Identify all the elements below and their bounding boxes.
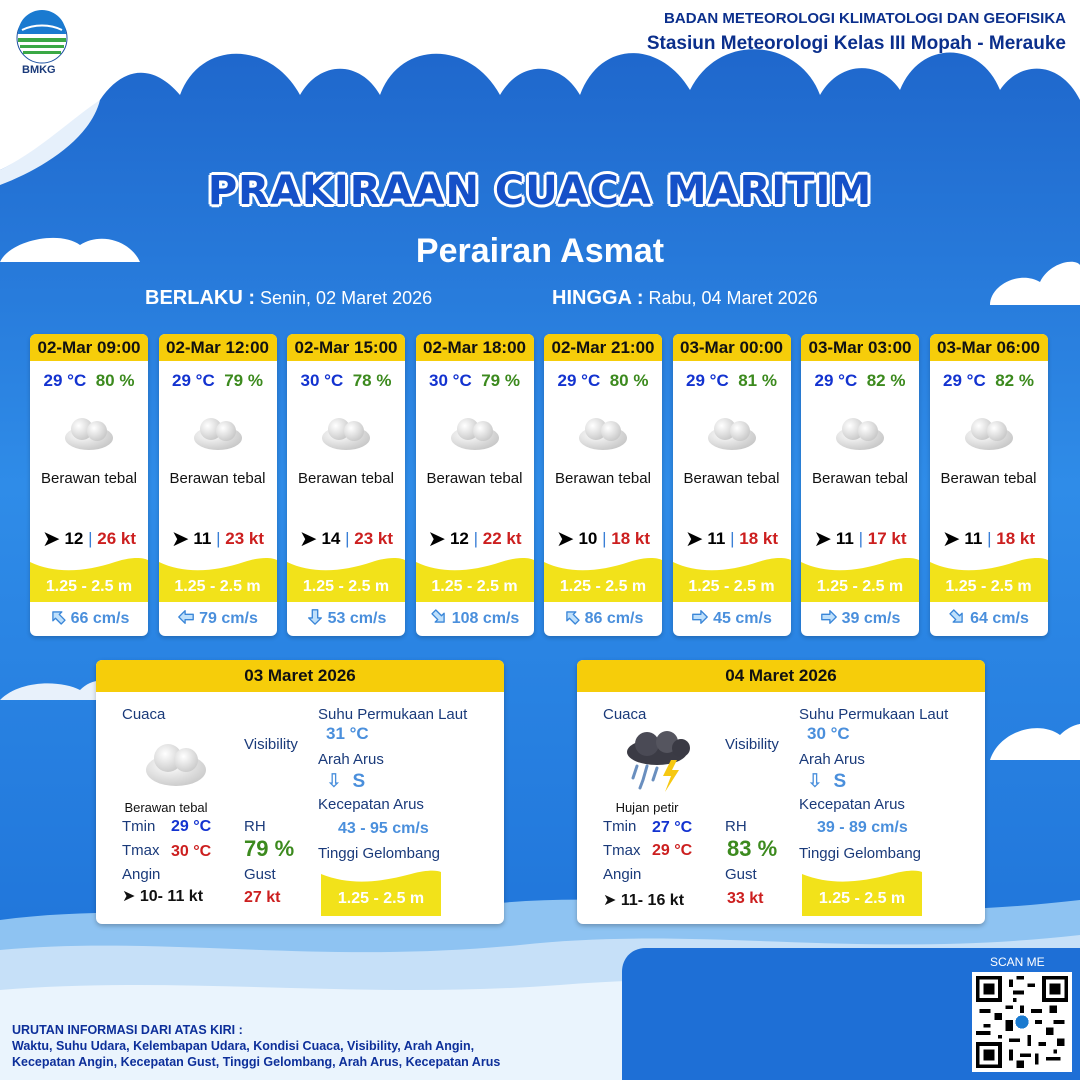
humidity: 79 % xyxy=(481,371,520,390)
daily-date: 03 Maret 2026 xyxy=(96,660,504,692)
weather-label: Cuaca xyxy=(603,706,647,723)
separator: | xyxy=(982,529,997,548)
forecast-card xyxy=(287,334,405,636)
current-arrow-icon xyxy=(177,608,195,626)
air-temp: 29 °C xyxy=(814,371,858,390)
wind-label: Angin xyxy=(122,866,161,883)
gust-speed: 18 kt xyxy=(996,529,1036,548)
footer-heading: URUTAN INFORMASI DARI ATAS KIRI : xyxy=(12,1023,243,1037)
wave-height: 1.25 - 2.5 m xyxy=(945,578,1032,595)
current-dir-label: Arah Arus xyxy=(799,751,865,768)
forecast-time: 03-Mar 03:00 xyxy=(801,334,919,361)
separator: | xyxy=(83,529,98,548)
condition-text: Berawan tebal xyxy=(298,470,394,487)
wind-arrow-icon: ➤ xyxy=(684,526,704,551)
current-speed: 79 cm/s xyxy=(199,610,258,627)
air-temp: 30 °C xyxy=(300,371,344,390)
wind-arrow-icon: ➤ xyxy=(122,888,136,905)
air-temp: 29 °C xyxy=(172,371,215,390)
current-dir-text: S xyxy=(352,771,366,792)
wind-speed: 11 xyxy=(707,529,726,548)
humidity: 80 % xyxy=(609,371,649,390)
wind-speed: 11 xyxy=(964,529,983,548)
wind-arrow-icon: ➤ xyxy=(813,526,832,551)
forecast-card xyxy=(673,334,791,636)
wind-speed: 12 xyxy=(449,529,469,548)
cloud-icon xyxy=(60,410,118,452)
condition-text: Berawan tebal xyxy=(812,470,908,487)
wave-height: 1.25 - 2.5 m xyxy=(688,578,775,595)
tmin-label: Tmin xyxy=(122,818,156,835)
gust-value: 33 kt xyxy=(727,890,764,907)
footer-line-2: Kecepatan Angin, Kecepatan Gust, Tinggi Gelombang, Arah Arus, Kecepatan Arus xyxy=(12,1055,501,1069)
wind-speed: 11- 16 kt xyxy=(620,892,685,909)
wind-arrow-icon: ➤ xyxy=(427,526,446,551)
thunderstorm-icon xyxy=(617,728,697,794)
wind-speed: 10 xyxy=(578,529,598,548)
current-arrow-down-icon: ⇩ xyxy=(326,771,342,792)
separator: | xyxy=(597,529,612,548)
agency-name: BADAN METEOROLOGI KLIMATOLOGI DAN GEOFISIKA xyxy=(664,10,1066,27)
humidity: 82 % xyxy=(866,371,906,390)
current-info xyxy=(416,608,534,628)
validity-to xyxy=(552,287,818,310)
humidity: 81 % xyxy=(738,371,777,390)
separator: | xyxy=(725,529,740,548)
temp-rh xyxy=(416,371,534,391)
sst-label: Suhu Permukaan Laut xyxy=(799,706,949,723)
condition-text: Berawan tebal xyxy=(41,470,137,487)
gust-speed: 26 kt xyxy=(97,529,136,548)
wave-height: 1.25 - 2.5 m xyxy=(174,578,261,595)
validity-from-label: BERLAKU : xyxy=(145,287,255,309)
air-temp: 29 °C xyxy=(686,371,729,390)
gust-speed: 23 kt xyxy=(225,529,265,548)
wind-arrow-icon: ➤ xyxy=(603,892,617,909)
forecast-time: 03-Mar 00:00 xyxy=(673,334,791,361)
current-info xyxy=(801,608,919,628)
daily-condition: Hujan petir xyxy=(615,800,679,815)
wind-speed: 12 xyxy=(64,529,84,548)
temp-rh xyxy=(801,371,919,391)
wind-info xyxy=(159,526,277,552)
tmax-label: Tmax xyxy=(603,842,641,859)
daily-date: 04 Maret 2026 xyxy=(577,660,985,692)
wave-height: 1.25 - 2.5 m xyxy=(559,578,647,595)
wave-label: Tinggi Gelombang xyxy=(318,845,441,862)
gust-value: 27 kt xyxy=(244,889,281,906)
daily-summary-1 xyxy=(96,660,504,924)
wind-speed: 11 xyxy=(835,529,854,548)
tmin-label: Tmin xyxy=(603,818,637,835)
forecast-card xyxy=(416,334,534,636)
temp-rh xyxy=(544,371,662,391)
gust-speed: 17 kt xyxy=(867,529,907,548)
wind-info xyxy=(416,526,534,552)
wind-info xyxy=(30,526,148,552)
wind-info xyxy=(801,526,919,552)
wave-label: Tinggi Gelombang xyxy=(799,845,922,862)
wind-info xyxy=(673,526,791,552)
current-speed: 53 cm/s xyxy=(327,610,387,627)
air-temp: 29 °C xyxy=(943,371,986,390)
current-arrow-icon xyxy=(306,608,324,626)
wave-height: 1.25 - 2.5 m xyxy=(431,578,518,595)
separator: | xyxy=(468,529,483,548)
wind-value xyxy=(122,886,203,906)
condition-text: Berawan tebal xyxy=(555,470,651,487)
sst-label: Suhu Permukaan Laut xyxy=(318,706,468,723)
temp-rh xyxy=(930,371,1048,391)
current-arrow-icon xyxy=(948,608,966,626)
current-info xyxy=(159,608,277,628)
agency-header xyxy=(647,10,1066,55)
forecast-time: 02-Mar 21:00 xyxy=(544,334,662,361)
daily-summary-2 xyxy=(577,660,985,924)
humidity: 78 % xyxy=(352,371,392,390)
rh-value: 83 % xyxy=(727,836,778,861)
rh-value: 79 % xyxy=(244,836,295,861)
temp-rh xyxy=(673,371,791,391)
separator: | xyxy=(853,529,868,548)
gust-label: Gust xyxy=(244,866,276,883)
current-speed: 108 cm/s xyxy=(451,610,520,627)
current-arrow-icon xyxy=(49,608,67,626)
wind-speed: 14 xyxy=(321,529,341,548)
weather-label: Cuaca xyxy=(122,706,166,723)
air-temp: 30 °C xyxy=(429,371,472,390)
wind-info xyxy=(930,526,1048,552)
wave-value: 1.25 - 2.5 m xyxy=(818,890,906,907)
separator: | xyxy=(211,529,226,548)
gust-label: Gust xyxy=(725,866,757,883)
tmax-label: Tmax xyxy=(122,842,160,859)
validity-to-value: Rabu, 04 Maret 2026 xyxy=(648,288,818,308)
current-dir-value xyxy=(807,770,846,793)
wind-arrow-icon: ➤ xyxy=(941,526,961,551)
visibility-label: Visibility xyxy=(244,736,298,753)
humidity: 79 % xyxy=(224,371,263,390)
humidity: 82 % xyxy=(995,371,1034,390)
cloud-icon xyxy=(574,410,632,452)
cloud-icon xyxy=(703,410,761,452)
forecast-time: 03-Mar 06:00 xyxy=(930,334,1048,361)
cloud-icon xyxy=(189,410,247,452)
condition-text: Berawan tebal xyxy=(940,470,1037,487)
condition-text: Berawan tebal xyxy=(683,470,780,487)
rh-label: RH xyxy=(725,818,747,835)
wind-speed: 11 xyxy=(193,529,212,548)
current-speed-label: Kecepatan Arus xyxy=(799,796,905,813)
page-title: PRAKIRAAN CUACA MARITIM xyxy=(207,168,873,214)
current-info xyxy=(30,608,148,628)
condition-text: Berawan tebal xyxy=(426,470,523,487)
current-arrow-icon xyxy=(563,608,581,626)
cloud-icon xyxy=(446,410,504,452)
temp-rh xyxy=(30,371,148,391)
validity-to-label: HINGGA : xyxy=(552,287,644,309)
current-info xyxy=(930,608,1048,628)
footer-note xyxy=(12,1022,500,1070)
gust-speed: 18 kt xyxy=(611,529,650,548)
sst-value: 30 °C xyxy=(807,724,850,743)
gust-speed: 22 kt xyxy=(482,529,522,548)
current-speed-value: 39 - 89 cm/s xyxy=(817,819,908,836)
forecast-card xyxy=(159,334,277,636)
forecast-card xyxy=(30,334,148,636)
logo-text: BMKG xyxy=(22,64,56,76)
temp-rh xyxy=(159,371,277,391)
current-speed-label: Kecepatan Arus xyxy=(318,796,424,813)
wind-label: Angin xyxy=(603,866,642,883)
daily-condition: Berawan tebal xyxy=(124,800,208,815)
wave-height: 1.25 - 2.5 m xyxy=(45,578,133,595)
tmin-value: 29 °C xyxy=(171,818,212,835)
current-speed: 64 cm/s xyxy=(970,610,1029,627)
validity-from xyxy=(145,287,432,310)
current-arrow-icon xyxy=(691,608,709,626)
gust-speed: 18 kt xyxy=(739,529,779,548)
cloud-icon xyxy=(136,728,216,794)
wind-arrow-icon: ➤ xyxy=(170,526,190,551)
current-speed-value: 43 - 95 cm/s xyxy=(338,820,429,837)
current-dir-text: S xyxy=(833,771,847,792)
wind-arrow-icon: ➤ xyxy=(42,526,61,551)
wind-value xyxy=(603,890,684,910)
forecast-time: 02-Mar 15:00 xyxy=(287,334,405,361)
tmax-value: 29 °C xyxy=(652,842,693,859)
station-name: Stasiun Meteorologi Kelas III Mopah - Merauke xyxy=(646,33,1066,54)
wind-info xyxy=(287,526,405,552)
wind-info xyxy=(544,526,662,552)
condition-text: Berawan tebal xyxy=(169,470,266,487)
wind-arrow-icon: ➤ xyxy=(556,526,575,551)
forecast-time: 02-Mar 12:00 xyxy=(159,334,277,361)
forecast-card xyxy=(544,334,662,636)
tmax-value: 30 °C xyxy=(171,843,212,860)
current-info xyxy=(287,608,405,628)
forecast-time: 02-Mar 09:00 xyxy=(30,334,148,361)
current-dir-label: Arah Arus xyxy=(318,751,384,768)
current-speed: 39 cm/s xyxy=(841,610,901,627)
current-info xyxy=(544,608,662,628)
validity-from-value: Senin, 02 Maret 2026 xyxy=(260,288,433,308)
current-info xyxy=(673,608,791,628)
gust-speed: 23 kt xyxy=(354,529,393,548)
cloud-icon xyxy=(831,410,889,452)
humidity: 80 % xyxy=(95,371,135,390)
air-temp: 29 °C xyxy=(557,371,601,390)
wave-value: 1.25 - 2.5 m xyxy=(337,890,425,907)
area-title: Perairan Asmat xyxy=(415,232,665,270)
tmin-value: 27 °C xyxy=(652,819,693,836)
rh-label: RH xyxy=(244,818,266,835)
current-speed: 66 cm/s xyxy=(70,610,130,627)
forecast-card xyxy=(801,334,919,636)
qr-code[interactable] xyxy=(972,972,1072,1072)
current-speed: 86 cm/s xyxy=(584,610,644,627)
cloud-icon xyxy=(317,410,375,452)
wind-arrow-icon: ➤ xyxy=(299,526,318,551)
wind-speed: 10- 11 kt xyxy=(139,888,204,905)
cloud-icon xyxy=(960,410,1018,452)
wave-height: 1.25 - 2.5 m xyxy=(816,578,904,595)
forecast-time: 02-Mar 18:00 xyxy=(416,334,534,361)
footer-line-1: Waktu, Suhu Udara, Kelembapan Udara, Kondisi Cuaca, Visibility, Arah Angin, xyxy=(12,1039,475,1053)
sst-value: 31 °C xyxy=(326,724,369,743)
current-arrow-icon xyxy=(820,608,838,626)
forecast-card xyxy=(930,334,1048,636)
scan-me-label: SCAN ME xyxy=(990,955,1045,969)
visibility-label: Visibility xyxy=(725,736,779,753)
wave-height: 1.25 - 2.5 m xyxy=(302,578,390,595)
current-speed: 45 cm/s xyxy=(713,610,772,627)
current-arrow-down-icon: ⇩ xyxy=(807,771,823,792)
temp-rh xyxy=(287,371,405,391)
separator: | xyxy=(340,529,355,548)
air-temp: 29 °C xyxy=(43,371,87,390)
current-arrow-icon xyxy=(430,608,448,626)
current-dir-value xyxy=(326,770,365,793)
